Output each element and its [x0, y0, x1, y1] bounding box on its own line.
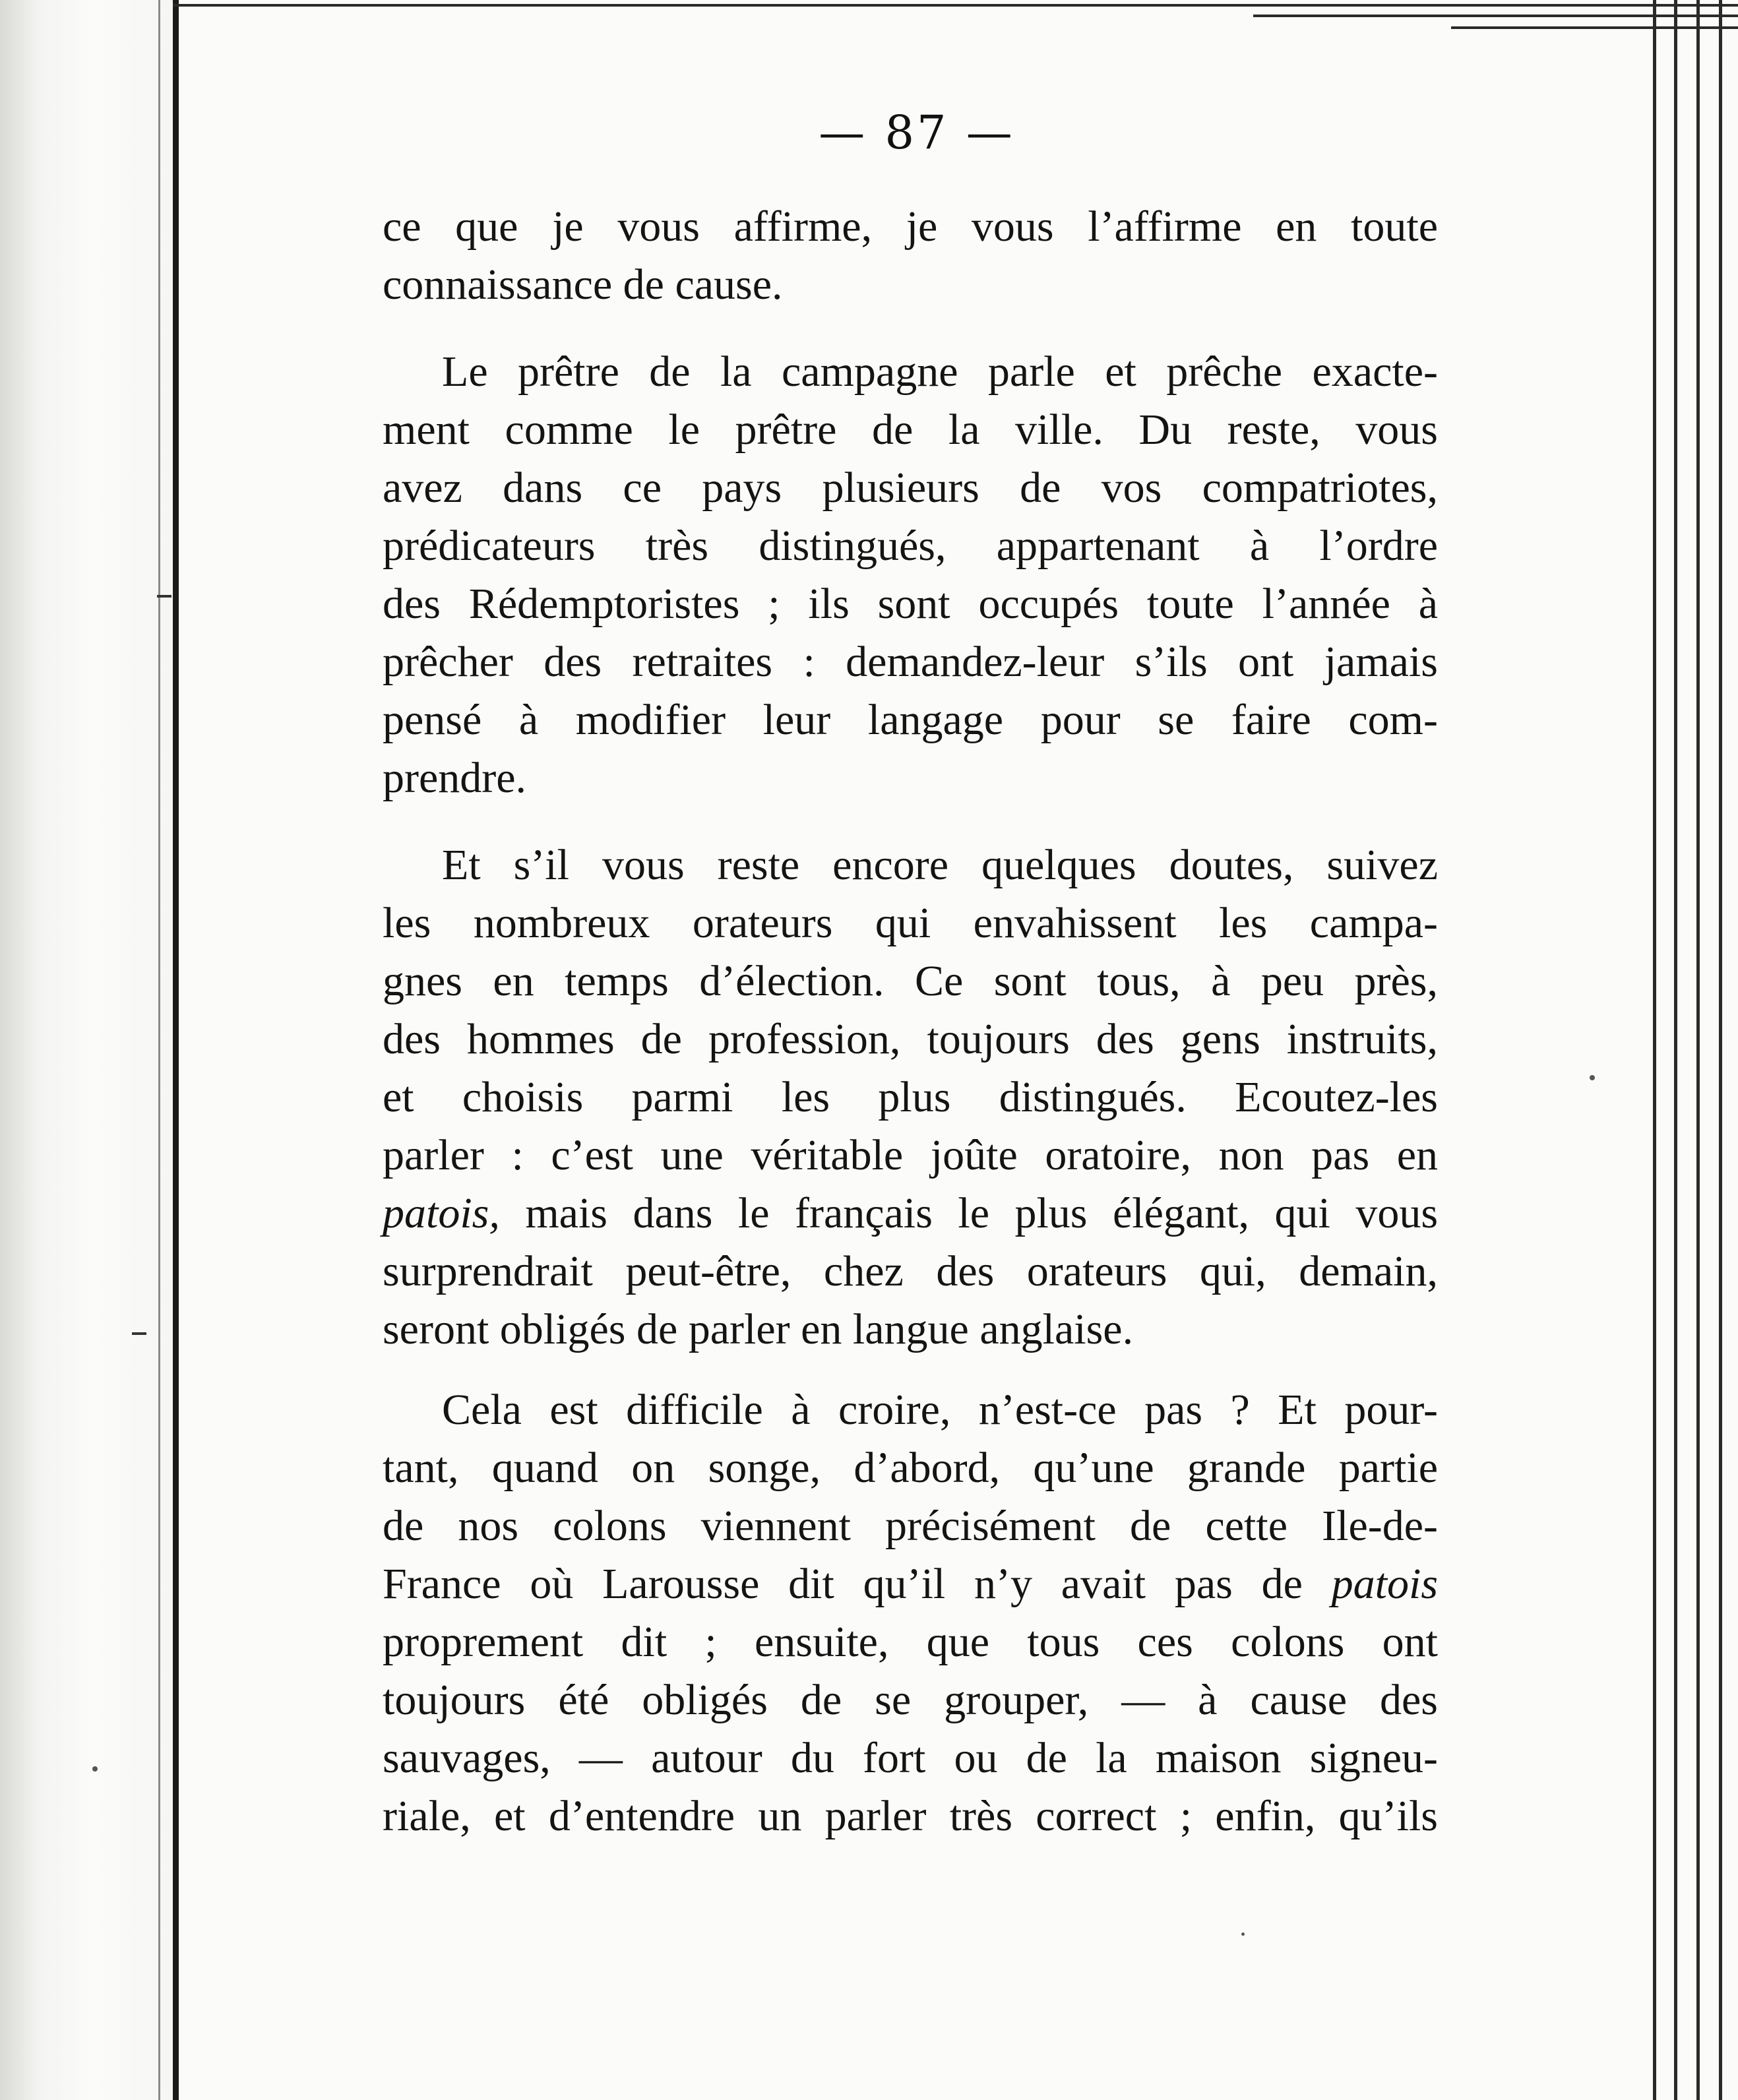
binding-notch [157, 595, 171, 598]
text-line [383, 1185, 1438, 1243]
dust-speck [1590, 1075, 1595, 1080]
text-line: avez dans ce pays plusieurs de vos compatriotes, [383, 464, 1438, 512]
text-line: des Rédemptoristes ; ils sont occupés toute l’année à [383, 580, 1438, 628]
text-line: ment comme le prêtre de la ville. Du reste, vous [383, 406, 1438, 454]
text-line: et choisis parmi les plus distingués. Ecoutez-les [383, 1073, 1438, 1121]
text-segment: mais dans le français le plus élégant, qui vous [525, 1189, 1439, 1237]
page-right-edge [1653, 0, 1656, 2100]
page-right-edge [1719, 0, 1722, 2100]
text-line: toujours été obligés de se grouper, — à cause des [383, 1676, 1438, 1724]
text-line: ce que je vous affirme, je vous l’affirme en toute [383, 202, 1438, 251]
binding-notch [132, 1332, 146, 1335]
binding-shadow-line [158, 0, 160, 2100]
text-segment: France où Larousse dit qu’il n’y avait pas de [383, 1560, 1303, 1608]
page-top-edge [1253, 15, 1738, 17]
paragraph [383, 836, 1438, 1359]
dust-speck [92, 1766, 98, 1772]
text-line: Le prêtre de la campagne parle et prêche exacte- [442, 348, 1438, 396]
paragraph [383, 1381, 1438, 1845]
text-line: les nombreux orateurs qui envahissent les campa- [383, 899, 1438, 947]
page-top-edge [173, 4, 1738, 7]
paragraph [383, 343, 1438, 807]
binding-line [173, 0, 179, 2100]
text-line: des hommes de profession, toujours des gens instruits, [383, 1015, 1438, 1063]
body-text [383, 198, 1438, 1874]
page-right-edge [1674, 0, 1677, 2100]
text-line: sauvages, — autour du fort ou de la maison signeu- [383, 1734, 1438, 1782]
text-line: parler : c’est une véritable joûte oratoire, non pas en [383, 1131, 1438, 1179]
text-line: tant, quand on songe, d’abord, qu’une grande partie [383, 1444, 1438, 1492]
dust-speck [1241, 1932, 1245, 1936]
text-line: prédicateurs très distingués, appartenant à l’ordre [383, 522, 1438, 570]
page-top-edge [1451, 26, 1738, 29]
text-line: prendre. [383, 754, 527, 802]
text-line [383, 1555, 1438, 1613]
binding-margin [0, 0, 173, 2100]
text-line: de nos colons viennent précisément de cette Ile-de- [383, 1502, 1438, 1550]
text-line: Cela est difficile à croire, n’est-ce pas ? Et pour- [442, 1386, 1438, 1434]
page-right-edge [1696, 0, 1700, 2100]
text-line: riale, et d’entendre un parler très correct ; enfin, qu’ils [383, 1792, 1438, 1840]
text-line: surprendrait peut-être, chez des orateurs qui, demain, [383, 1247, 1438, 1295]
text-line: proprement dit ; ensuite, que tous ces colons ont [383, 1618, 1438, 1666]
italic-word: patois, [383, 1189, 500, 1237]
text-line: gnes en temps d’élection. Ce sont tous, à peu près, [383, 957, 1438, 1005]
text-line: seront obligés de parler en langue anglaise. [383, 1305, 1134, 1353]
page-number: — 87 — [819, 106, 1015, 160]
text-line: connaissance de cause. [383, 261, 783, 309]
italic-word: patois [1331, 1560, 1439, 1608]
paragraph [383, 198, 1438, 314]
text-line: pensé à modifier leur langage pour se faire com- [383, 696, 1438, 744]
text-line: Et s’il vous reste encore quelques doutes, suivez [442, 841, 1438, 889]
text-line: prêcher des retraites : demandez-leur s’ils ont jamais [383, 638, 1438, 686]
